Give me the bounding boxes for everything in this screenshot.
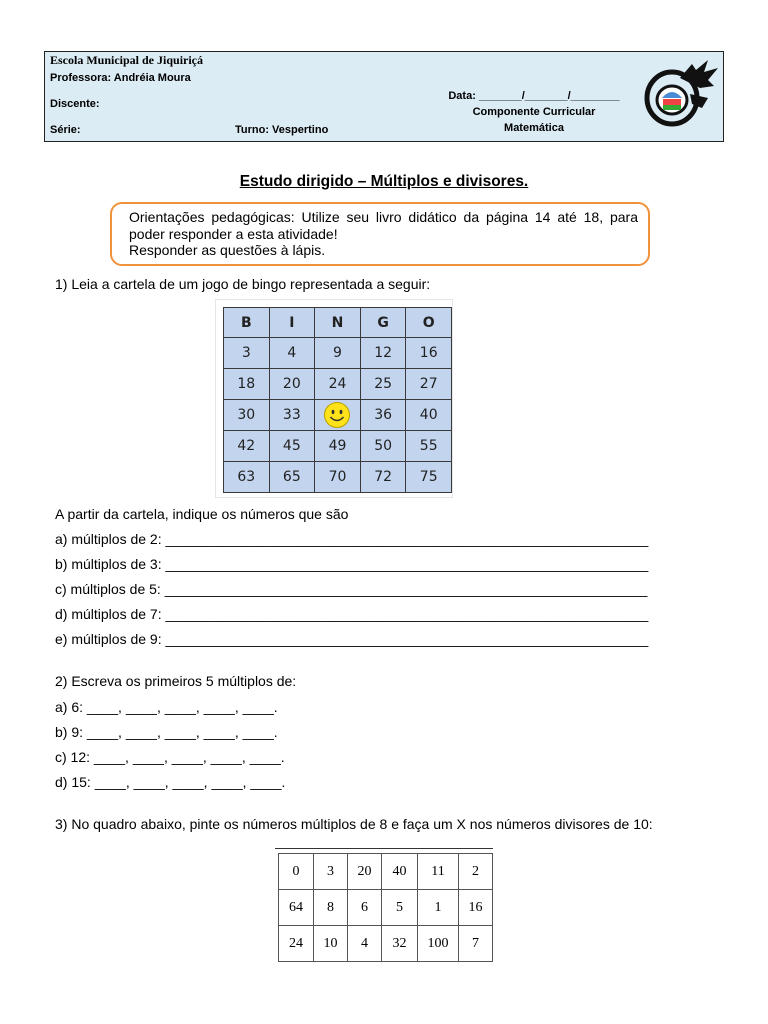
number-grid: [278, 853, 493, 962]
bingo-cell: 16: [406, 338, 452, 369]
bingo-header-cell: N: [315, 308, 361, 338]
bingo-cell: 9: [315, 338, 361, 369]
grid-cell[interactable]: 11: [418, 854, 459, 890]
bingo-cell: 49: [315, 431, 361, 462]
grid-cell[interactable]: 16: [459, 890, 493, 926]
header-table: [44, 51, 724, 142]
question-2-prompt: 2) Escreva os primeiros 5 múltiplos de:: [55, 673, 297, 689]
bingo-header-cell: G: [360, 308, 406, 338]
bingo-cell: 40: [406, 400, 452, 431]
grid-cell[interactable]: 32: [382, 926, 418, 962]
orientation-text-1: Orientações pedagógicas: Utilize seu livro didático da página 14 até 18, para poder responder a esta atividade!: [129, 209, 638, 242]
bingo-center-cell: [315, 400, 361, 431]
question-1-instruction: A partir da cartela, indique os números que são: [55, 506, 349, 522]
bingo-header-cell: B: [224, 308, 270, 338]
grid-cell[interactable]: 20: [348, 854, 382, 890]
orientation-box: [110, 202, 650, 266]
school-emblem-icon: [639, 52, 725, 142]
answer-line-multiples-7[interactable]: d) múltiplos de 7: ______________________________________________________________: [55, 606, 649, 622]
grid-cell[interactable]: 64: [279, 890, 314, 926]
grade-row: [45, 121, 429, 142]
student-field[interactable]: Discente:: [50, 98, 100, 110]
bingo-cell: 33: [269, 400, 315, 431]
answer-line-multiples-of-9[interactable]: b) 9: ____, ____, ____, ____, ____.: [55, 724, 278, 740]
bingo-cell: 18: [224, 369, 270, 400]
grid-cell[interactable]: 8: [314, 890, 348, 926]
bingo-cell: 4: [269, 338, 315, 369]
grid-cell[interactable]: 2: [459, 854, 493, 890]
bingo-cell: 45: [269, 431, 315, 462]
teacher-field: Professora: Andréia Moura: [50, 72, 191, 84]
grid-cell[interactable]: 5: [382, 890, 418, 926]
subject-label: Matemática: [504, 122, 564, 134]
bingo-card: [215, 299, 453, 498]
answer-line-multiples-of-6[interactable]: a) 6: ____, ____, ____, ____, ____.: [55, 699, 278, 715]
answer-line-multiples-of-15[interactable]: d) 15: ____, ____, ____, ____, ____.: [55, 774, 286, 790]
question-1-prompt: 1) Leia a cartela de um jogo de bingo representada a seguir:: [55, 276, 431, 292]
grid-cell[interactable]: 10: [314, 926, 348, 962]
grid-cell[interactable]: 24: [279, 926, 314, 962]
answer-line-multiples-9[interactable]: e) múltiplos de 9: ______________________________________________________________: [55, 631, 649, 647]
bingo-cell: 70: [315, 462, 361, 493]
answer-line-multiples-5[interactable]: c) múltiplos de 5: ______________________________________________________________: [55, 581, 648, 597]
answer-line-multiples-2[interactable]: a) múltiplos de 2: ______________________________________________________________: [55, 531, 649, 547]
component-label: Componente Curricular: [472, 106, 596, 118]
bingo-cell: 12: [360, 338, 406, 369]
bingo-header-cell: O: [406, 308, 452, 338]
bingo-cell: 75: [406, 462, 452, 493]
bingo-cell: 50: [360, 431, 406, 462]
grid-cell[interactable]: 100: [418, 926, 459, 962]
bingo-cell: 72: [360, 462, 406, 493]
grade-field[interactable]: Série:: [50, 124, 81, 136]
bingo-cell: 36: [360, 400, 406, 431]
grid-top-line: [275, 848, 493, 849]
bingo-cell: 27: [406, 369, 452, 400]
grid-cell[interactable]: 7: [459, 926, 493, 962]
smiley-face-icon: [323, 401, 351, 429]
bingo-cell: 55: [406, 431, 452, 462]
grid-cell[interactable]: 4: [348, 926, 382, 962]
grid-cell[interactable]: 6: [348, 890, 382, 926]
bingo-cell: 65: [269, 462, 315, 493]
bingo-header-cell: I: [269, 308, 315, 338]
grid-cell[interactable]: 0: [279, 854, 314, 890]
bingo-cell: 20: [269, 369, 315, 400]
bingo-cell: 24: [315, 369, 361, 400]
bingo-cell: 63: [224, 462, 270, 493]
grid-cell[interactable]: 1: [418, 890, 459, 926]
question-3-prompt: 3) No quadro abaixo, pinte os números múltiplos de 8 e faça um X nos números divisores de 10:: [55, 816, 653, 832]
date-component-cell: [429, 70, 639, 142]
answer-line-multiples-of-12[interactable]: c) 12: ____, ____, ____, ____, ____.: [55, 749, 285, 765]
bingo-cell: 25: [360, 369, 406, 400]
bingo-cell: 30: [224, 400, 270, 431]
grid-cell[interactable]: 3: [314, 854, 348, 890]
page-title: Estudo dirigido – Múltiplos e divisores.: [239, 173, 529, 190]
bingo-table: [223, 307, 452, 493]
grid-cell[interactable]: 40: [382, 854, 418, 890]
bingo-cell: 3: [224, 338, 270, 369]
school-name: Escola Municipal de Jiquiriçá: [50, 53, 204, 67]
shift-field: Turno: Vespertino: [235, 124, 329, 136]
date-field[interactable]: Data: _______/_______/________: [448, 90, 620, 102]
bingo-cell: 42: [224, 431, 270, 462]
answer-line-multiples-3[interactable]: b) múltiplos de 3: ______________________________________________________________: [55, 556, 649, 572]
orientation-text-2: Responder as questões à lápis.: [129, 242, 326, 258]
